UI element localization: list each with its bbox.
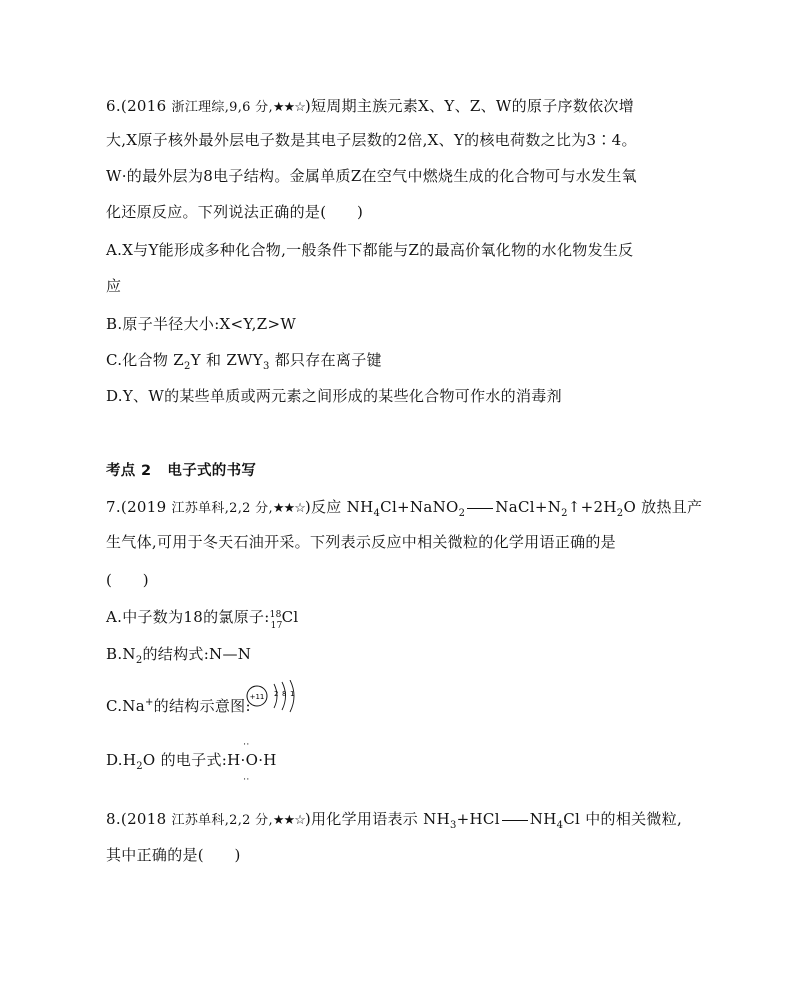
q6-option-c-text-3: 都只存在离子键: [269, 351, 382, 369]
q6-number: 6.(2016: [106, 97, 167, 115]
q7-option-c-text-2: 的结构示意图:: [153, 697, 251, 715]
q7-option-b-text-1: B.N: [106, 645, 136, 663]
section-title: 电子式的书写: [167, 463, 257, 479]
q8-number: 8.(2018: [106, 810, 167, 828]
q7-eq-sub-4: 2: [616, 508, 624, 519]
q8-line-1: [106, 809, 682, 831]
q6-source: 浙江理综,9,6 分,: [171, 100, 273, 115]
q7-water-electron-formula: [227, 740, 277, 785]
q7-option-a-text: A.中子数为18的氯原子:: [106, 608, 270, 626]
q7-option-c: [106, 696, 251, 716]
q6-line-3: W·的最外层为8电子结构。金属单质Z在空气中燃烧生成的化合物可与水发生氧: [106, 167, 637, 185]
q8-eq-1: )用化学用语表示 NH: [304, 810, 450, 828]
q6-option-a-2: 应: [106, 277, 122, 295]
q7-option-b-sub: 2: [135, 655, 143, 666]
q7-eq-sub-1: 4: [373, 508, 381, 519]
q6-option-c-text-2: Y 和 ZWY: [190, 351, 263, 369]
section-label: 考点 2: [106, 463, 152, 479]
q8-source: 江苏单科,2,2 分,: [171, 813, 273, 828]
q7-option-d-text-1: D.H: [106, 751, 137, 769]
q7-eq-sub-2: 2: [458, 508, 466, 519]
atom-shell-1-count: 2: [274, 690, 279, 698]
q7-number: 7.(2019: [106, 498, 167, 516]
q7-line-1: [106, 497, 702, 519]
q8-eq-3: NH: [529, 810, 557, 828]
q6-option-a-1: A.X与Y能形成多种化合物,一般条件下都能与Z的最高价氧化物的水化物发生反: [106, 241, 634, 259]
q7-option-c-text-1: C.Na: [106, 697, 145, 715]
q8-eq-4: Cl 中的相关微粒,: [563, 810, 683, 828]
q7-option-d: [106, 740, 277, 785]
q8-reaction-arrow: [500, 815, 530, 825]
q7-reaction-arrow: [465, 503, 495, 513]
q7-eq-4: ↑+2H: [567, 498, 617, 516]
q7-line-2: 生气体,可用于冬天石油开采。下列表示反应中相关微粒的化学用语正确的是: [106, 533, 616, 551]
q7-option-d-sub: 2: [136, 761, 143, 772]
lone-pair-top: ··: [243, 740, 250, 750]
q7-element-symbol: Cl: [281, 608, 299, 626]
q8-line-2: 其中正确的是( ): [106, 846, 241, 864]
q7-source: 江苏单科,2,2 分,: [171, 501, 273, 516]
q8-difficulty-stars: ★★☆: [272, 813, 305, 828]
q6-line-1: [106, 96, 634, 118]
q8-eq-sub-1: 3: [450, 820, 457, 831]
lone-pair-bottom: ··: [243, 775, 250, 785]
q6-option-c: [106, 350, 382, 370]
q7-option-d-text-2: O 的电子式:: [142, 751, 228, 769]
q7-sodium-ion-structure-diagram: [244, 680, 300, 716]
q6-option-c-text-1: C.化合物 Z: [106, 351, 185, 369]
q6-option-c-sub-2: 3: [262, 361, 270, 372]
q6-line-2: 大,X原子核外最外层电子数是其电子层数的2倍,X、Y的核电荷数之比为3∶4。: [106, 131, 637, 149]
q7-eq-3: NaCl+N: [495, 498, 562, 516]
q7-difficulty-stars: ★★☆: [272, 501, 305, 516]
electron-formula-text: H·O·H: [227, 751, 277, 769]
atom-nucleus-charge: +11: [249, 693, 265, 701]
q6-option-b: B.原子半径大小:X<Y,Z>W: [106, 315, 297, 333]
q7-atomic-number: 17: [270, 621, 283, 631]
q8-eq-2: +HCl: [456, 810, 500, 828]
q7-mass-number: 18: [269, 610, 282, 620]
atom-shell-2-count: 8: [282, 690, 287, 698]
q7-eq-5: O 放热且产: [623, 498, 703, 516]
q7-eq-1: )反应 NH: [304, 498, 374, 516]
section-heading: [106, 461, 256, 481]
q6-option-d: D.Y、W的某些单质或两元素之间形成的某些化合物可作水的消毒剂: [106, 387, 562, 405]
q7-eq-sub-3: 2: [561, 508, 568, 519]
q7-eq-2: Cl+NaNO: [380, 498, 459, 516]
q7-option-b: [106, 644, 251, 664]
q7-line-3: ( ): [106, 571, 149, 589]
q7-option-a: [106, 607, 299, 631]
q7-isotope-notation: [269, 607, 283, 631]
q6-stem-1: )短周期主族元素X、Y、Z、W的原子序数依次增: [304, 97, 635, 115]
q6-option-c-sub-1: 2: [184, 361, 191, 372]
q8-eq-sub-3: 4: [556, 820, 564, 831]
q6-line-4: 化还原反应。下列说法正确的是( ): [106, 203, 364, 221]
atom-shell-3-count: 1: [290, 690, 295, 698]
q7-option-b-text-2: 的结构式:N—N: [142, 645, 252, 663]
q7-option-c-sup: +: [144, 697, 154, 708]
q6-difficulty-stars: ★★☆: [272, 100, 305, 115]
